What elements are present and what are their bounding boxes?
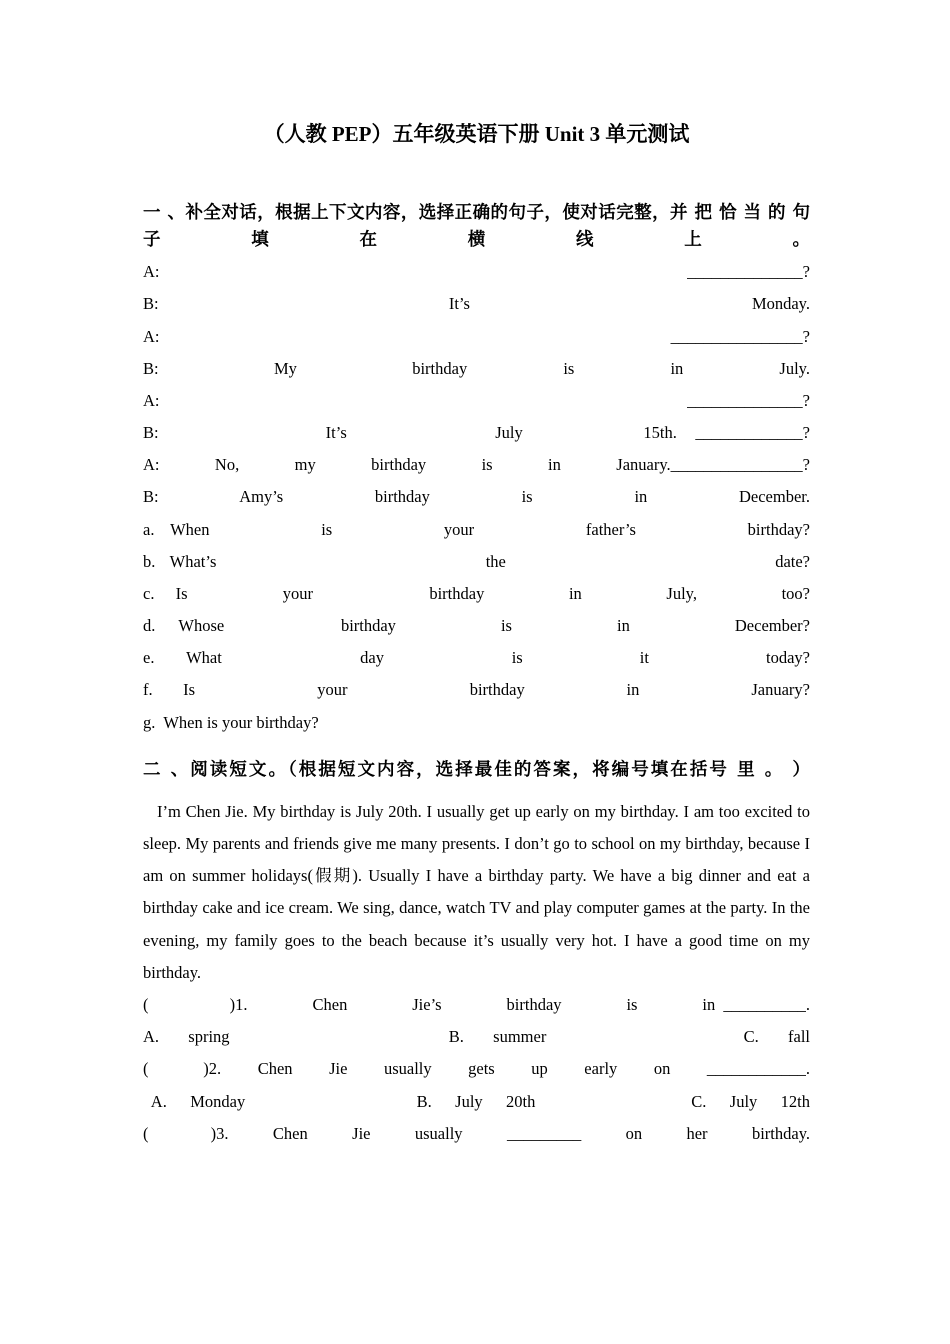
choice-item-g: g. When is your birthday? — [143, 712, 319, 732]
dialogue-line-3: A: ________________? — [143, 326, 810, 346]
choice-item-c: c. Is your birthday in July, too? — [143, 583, 810, 603]
question-2-stem: ( )2. Chen Jie usually gets up early on ____________. — [143, 1059, 810, 1079]
question-3-stem: ( )3. Chen Jie usually _________ on her birthday. — [143, 1123, 810, 1143]
choice-item-b: b. What’s the date? — [143, 551, 810, 571]
dialogue-line-8: B: Amy’s birthday is in December. — [143, 487, 810, 507]
reading-passage: I’m Chen Jie. My birthday is July 20th. I usually get up early on my birthday. I am too excited to sleep. My parents and friends give me many presents. I don’t go to school on my birthday, because I am on summer holidays(假期). Usually I have a birthday party. We have a big dinner and eat a birthday cake and ice cream. We sing, dance, watch TV and play computer games at the party. In the evening, my family goes to the beach because it’s usually very hot. I have a good time on my birthday. — [143, 801, 810, 982]
choice-item-e: e. What day is it today? — [143, 648, 810, 668]
choice-item-f: f. Is your birthday in January? — [143, 680, 810, 700]
dialogue-line-2: B: It’s Monday. — [143, 294, 810, 314]
question-1-options: A. spring B. summer C. fall — [143, 1027, 810, 1047]
choice-item-a: a. When is your father’s birthday? — [143, 519, 810, 539]
page-title: （人教 PEP）五年级英语下册 Unit 3 单元测试 — [263, 122, 690, 146]
section-2-heading: 二 、阅读短文。（根据短文内容，选择最佳的答案，将编号填在括号 里 。 ） — [143, 759, 810, 780]
dialogue-line-7: A: No, my birthday is in January.________________? — [143, 455, 810, 475]
dialogue-line-4: B: My birthday is in July. — [143, 358, 810, 378]
dialogue-line-1: A: ______________? — [143, 262, 810, 282]
question-1-stem: ( )1. Chen Jie’s birthday is in __________. — [143, 994, 810, 1014]
dialogue-line-5: A: ______________? — [143, 390, 810, 410]
question-2-options: A. Monday B. July 20th C. July 12th — [143, 1091, 810, 1111]
choice-item-d: d. Whose birthday is in December? — [143, 616, 810, 636]
section-1-heading: 一 、补全对话，根据上下文内容，选择正确的句子，使对话完整，并 把 恰 当 的 句 子 填 在 横 线 上 。 — [143, 203, 810, 251]
dialogue-line-6: B: It’s July 15th. _____________? — [143, 423, 810, 443]
